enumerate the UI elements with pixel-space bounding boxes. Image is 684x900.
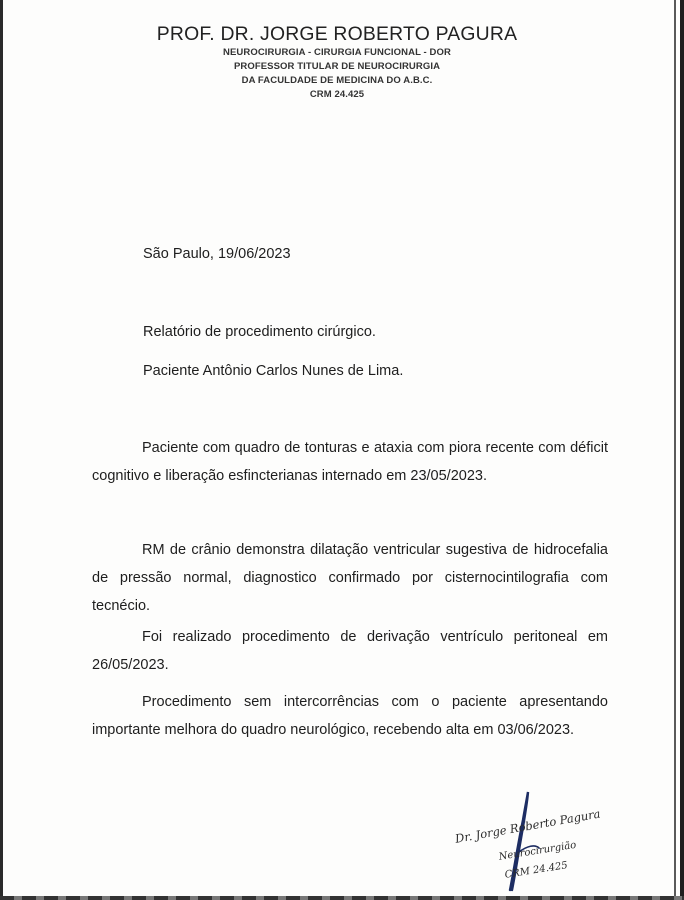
scan-edge-right-inner [674, 0, 676, 900]
paragraph-procedure: Foi realizado procedimento de derivação ventrículo peritoneal em 26/05/2023. [92, 629, 608, 673]
scan-edge-bottom [0, 896, 684, 900]
crm-line: CRM 24.425 [309, 89, 365, 100]
stamp-specialty: Neurocirurgião [498, 839, 578, 863]
paragraph-history: Paciente com quadro de tonturas e ataxia com piora recente com déficit cognitivo e liberação esfincterianas internado em 23/05/2023. [92, 440, 608, 484]
paragraph-outcome: Procedimento sem intercorrências com o paciente apresentando importante melhora do quadro neurológico, recebendo alta em 03/06/2023. [92, 694, 608, 738]
letterhead [122, 24, 552, 102]
title-line: PROFESSOR TITULAR DE NEUROCIRURGIA [233, 61, 441, 72]
scan-edge-left [0, 0, 3, 900]
scan-edge-right [680, 0, 684, 900]
paragraph-imaging: RM de crânio demonstra dilatação ventricular sugestiva de hidrocefalia de pressão normal, diagnostico confirmado por cisternocintilografia com tecnécio. [92, 542, 608, 614]
signature-stamp [448, 786, 678, 896]
specialties: NEUROCIRURGIA - CIRURGIA FUNCIONAL - DOR [223, 47, 451, 58]
stamp-crm: CRM 24.425 [504, 860, 569, 881]
institution-line: DA FACULDADE DE MEDICINA DO A.B.C. [241, 75, 433, 86]
stamp-name: Dr. Jorge Roberto Pagura [454, 806, 602, 846]
patient-name: Paciente Antônio Carlos Nunes de Lima. [143, 363, 404, 379]
doctor-name: PROF. DR. JORGE ROBERTO PAGURA [156, 24, 518, 45]
report-subject: Relatório de procedimento cirúrgico. [143, 324, 376, 340]
place-date: São Paulo, 19/06/2023 [143, 246, 291, 262]
